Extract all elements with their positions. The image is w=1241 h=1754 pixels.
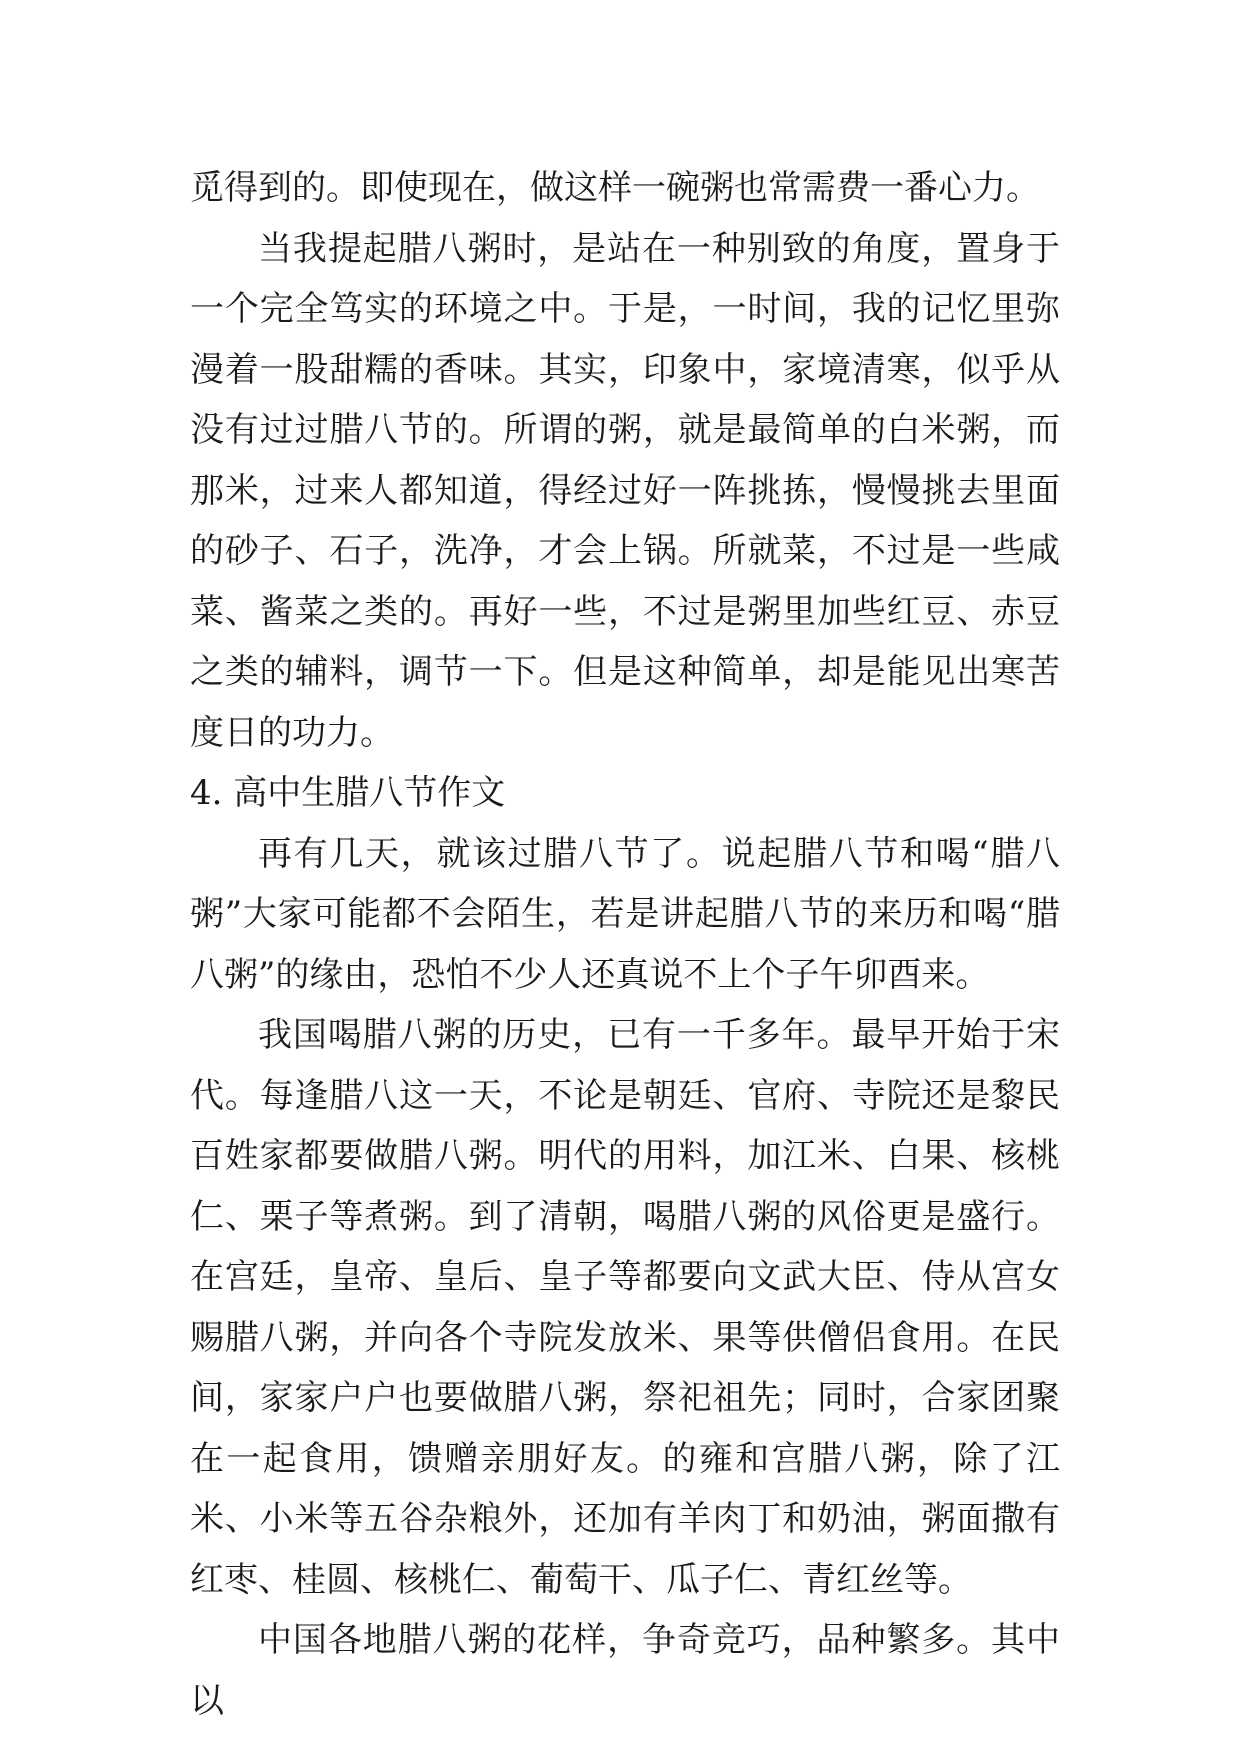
paragraph-laba-history: 我国喝腊八粥的历史，已有一千多年。最早开始于宋代。每逢腊八这一天，不论是朝廷、官府、寺院还是黎民百姓家都要做腊八粥。明代的用料，加江米、白果、核桃仁、栗子等煮粥。到了清朝，喝腊八粥的风俗更是盛行。在宫廷，皇帝、皇后、皇子等都要向文武大臣、侍从宫女赐腊八粥，并向各个寺院发放米、果等供僧侣食用。在民间，家家户户也要做腊八粥，祭祀祖先；同时，合家团聚在一起食用，馈赠亲朋好友。的雍和宫腊八粥，除了江米、小米等五谷杂粮外，还加有羊肉丁和奶油，粥面撒有红枣、桂圆、核桃仁、葡萄干、瓜子仁、青红丝等。 (190, 1015, 1060, 1600)
section-heading: 4. 高中生腊八节作文 (190, 773, 506, 813)
paragraph-laba-porridge-memory: 当我提起腊八粥时，是站在一种别致的角度，置身于一个完全笃实的环境之中。于是，一时间，我的记忆里弥漫着一股甜糯的香味。其实，印象中，家境清寒，似乎从没有过过腊八节的。所谓的粥，就是最简单的白米粥，而那米，过来人都知道，得经过好一阵挑拣，慢慢挑去里面的砂子、石子，洗净，才会上锅。所就菜，不过是一些咸菜、酱菜之类的。再好一些，不过是粥里加些红豆、赤豆之类的辅料，调节一下。但是这种简单，却是能见出寒苦度日的功力。 (190, 228, 1060, 753)
paragraph-laba-intro: 再有几天，就该过腊八节了。说起腊八节和喝“腊八粥”大家可能都不会陌生，若是讲起腊八节的来历和喝“腊八粥”的缘由，恐怕不少人还真说不上个子午卯酉来。 (190, 833, 1060, 995)
document-body (190, 158, 1060, 1731)
paragraph-continuation: 觅得到的。即使现在，做这样一碗粥也常需费一番心力。 (190, 168, 1040, 208)
paragraph-laba-varieties: 中国各地腊八粥的花样，争奇竞巧，品种繁多。其中以 (190, 1620, 1060, 1721)
